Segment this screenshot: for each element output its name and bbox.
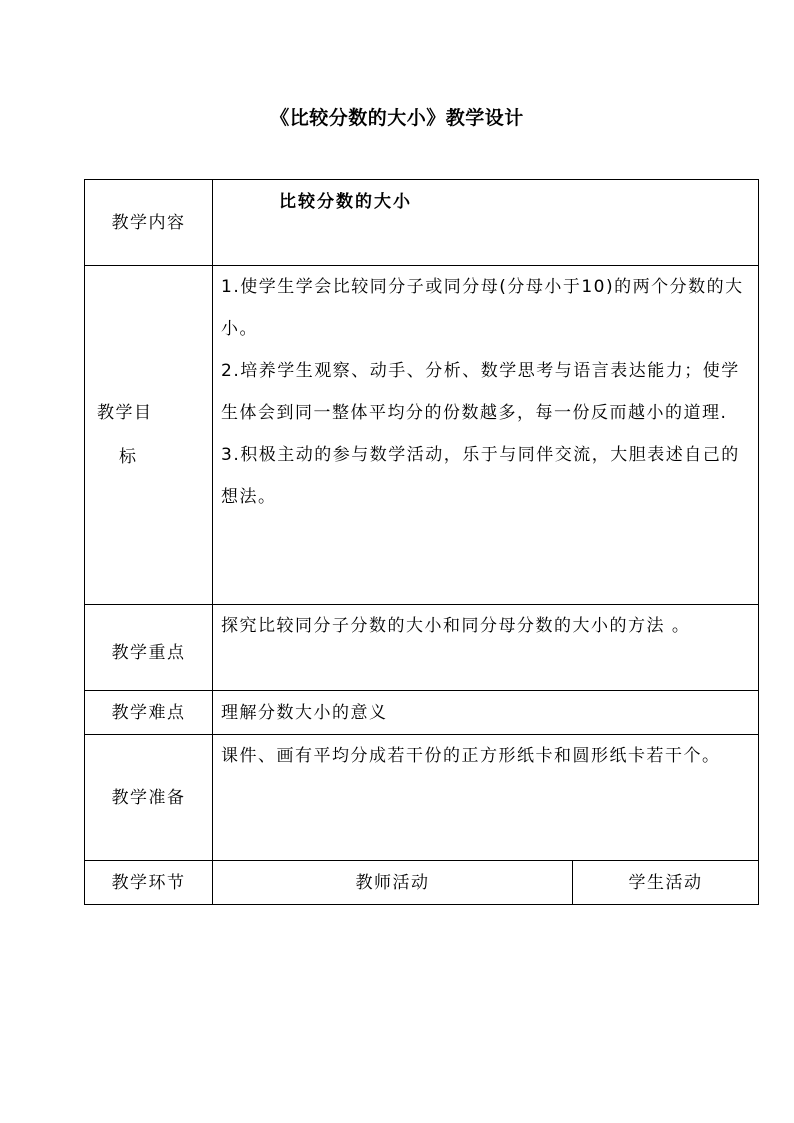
row-preparation: [85, 735, 759, 861]
teaching-objectives-label: [85, 266, 213, 605]
objectives-label-line2: 标: [119, 447, 138, 467]
row-difficulties: [85, 691, 759, 735]
objectives-label-wrapper: [97, 391, 212, 479]
row-teaching-objectives: [85, 266, 759, 605]
key-points-value: 探究比较同分子分数的大小和同分母分数的大小的方法 。: [213, 605, 759, 691]
row-stages-header: [85, 861, 759, 905]
teaching-objectives-cell: [213, 266, 759, 605]
lesson-plan-table: [84, 179, 759, 905]
objective-item-1: 1.使学生学会比较同分子或同分母(分母小于10)的两个分数的大小。: [221, 277, 744, 339]
preparation-label: 教学准备: [85, 735, 213, 861]
objective-item-2: 2.培养学生观察、动手、分析、数学思考与语言表达能力；使学生体会到同一整体平均分的份数越多，每一份反而越小的道理.: [221, 361, 740, 423]
teaching-content-value: 比较分数的大小: [279, 192, 412, 212]
objective-item-3: 3.积极主动的参与数学活动，乐于与同伴交流，大胆表述自己的想法。: [221, 445, 740, 507]
objectives-label-line1: 教学目: [97, 403, 153, 423]
teaching-content-cell: [213, 180, 759, 266]
key-points-label: 教学重点: [85, 605, 213, 691]
student-activity-header: 学生活动: [573, 861, 759, 905]
row-teaching-content: [85, 180, 759, 266]
row-key-points: [85, 605, 759, 691]
document-title: 《比较分数的大小》教学设计: [270, 107, 524, 129]
teacher-activity-header: 教师活动: [213, 861, 573, 905]
stages-label: 教学环节: [85, 861, 213, 905]
teaching-content-label: 教学内容: [85, 180, 213, 266]
difficulties-value: 理解分数大小的意义: [213, 691, 759, 735]
preparation-value: 课件、画有平均分成若干份的正方形纸卡和圆形纸卡若干个。: [213, 735, 759, 861]
difficulties-label: 教学难点: [85, 691, 213, 735]
